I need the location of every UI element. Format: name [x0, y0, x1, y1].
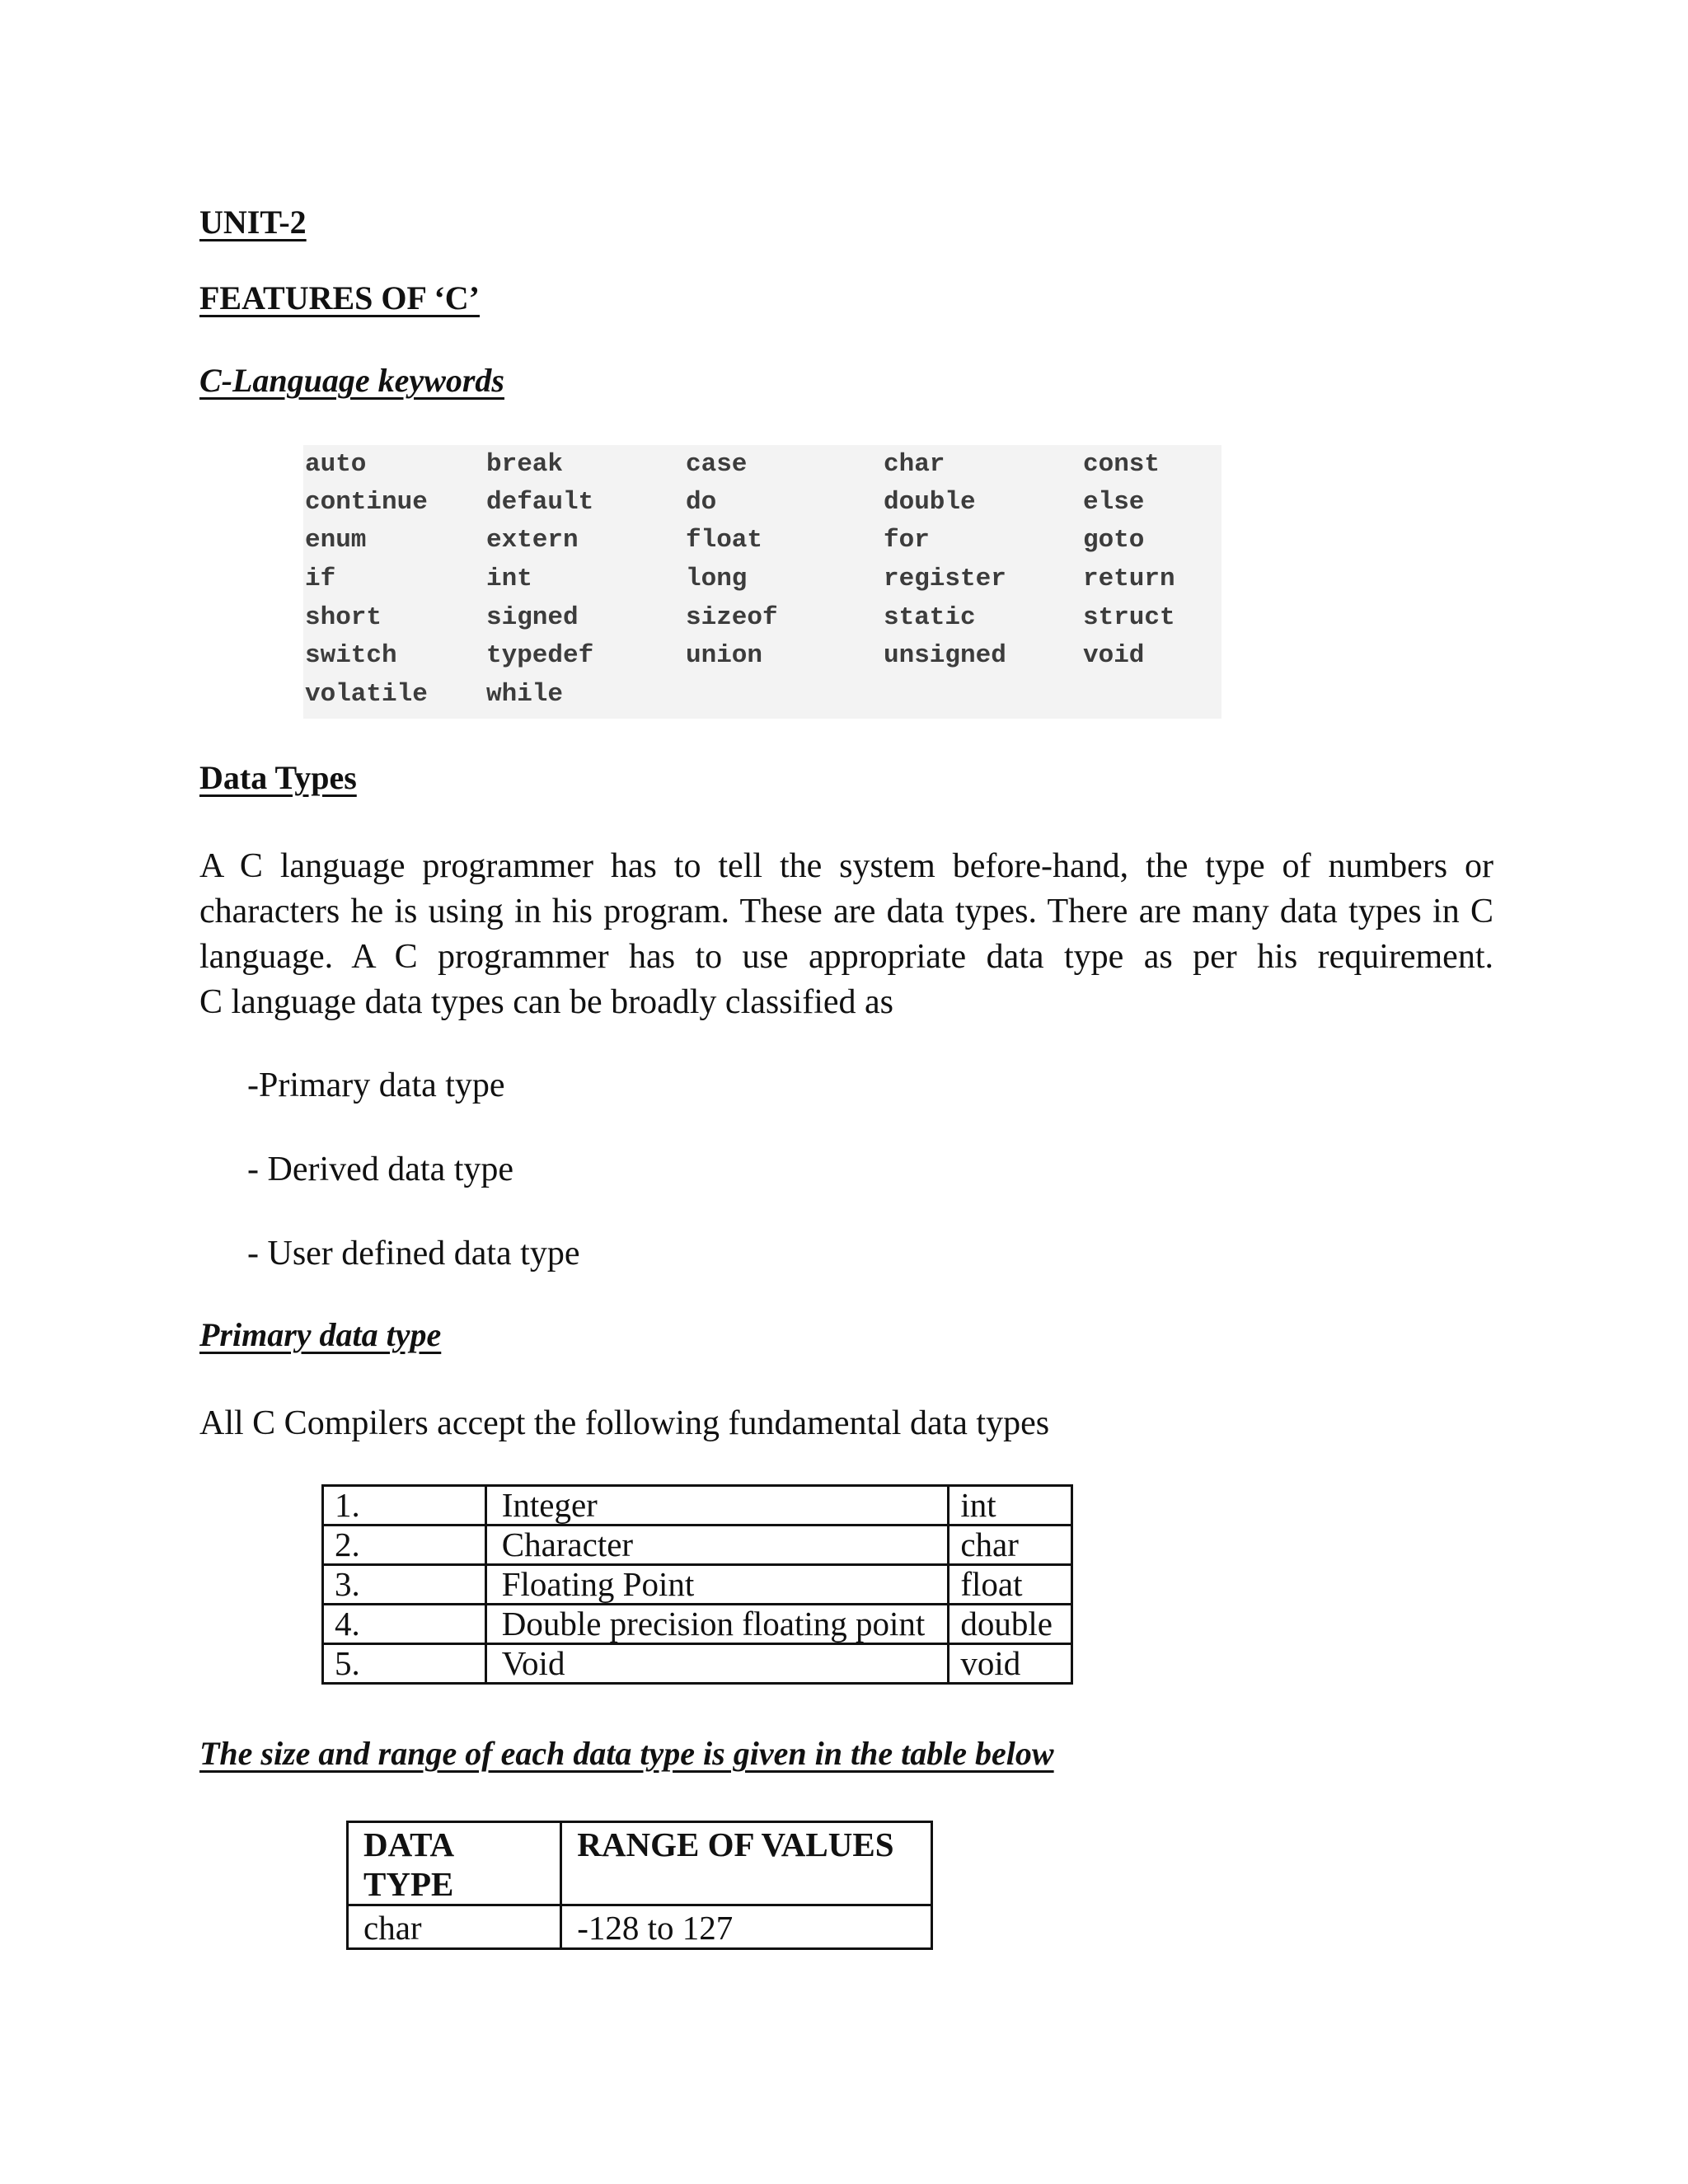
- keyword-unsigned: unsigned: [884, 641, 1006, 670]
- keyword-static: static: [884, 603, 976, 632]
- keyword-enum: enum: [305, 526, 367, 555]
- header-data-type: DATA TYPE: [348, 1822, 561, 1905]
- type-keyword-cell: char: [949, 1526, 1072, 1565]
- type-name-cell: Integer: [485, 1486, 949, 1526]
- classification-item-primary: -Primary data type: [247, 1066, 505, 1104]
- type-name-cell: Character: [485, 1526, 949, 1565]
- fundamental-types-table: [321, 1484, 1073, 1685]
- keyword-extern: extern: [486, 526, 579, 555]
- range-value-cell: -128 to 127: [561, 1905, 932, 1949]
- keyword-volatile: volatile: [305, 680, 428, 709]
- paragraph-line: language. A C programmer has to use appropriate data type as per his requirement.: [199, 938, 1493, 976]
- keyword-case: case: [686, 450, 748, 479]
- keyword-sizeof: sizeof: [686, 603, 778, 632]
- keyword-union: union: [686, 641, 763, 670]
- keyword-double: double: [884, 488, 976, 517]
- keyword-signed: signed: [486, 603, 579, 632]
- classification-item-derived: - Derived data type: [247, 1151, 514, 1188]
- range-table-header-row: [348, 1822, 932, 1905]
- table-row: [323, 1565, 1072, 1605]
- keyword-do: do: [686, 488, 717, 517]
- keyword-for: for: [884, 526, 930, 555]
- keyword-void: void: [1083, 641, 1145, 670]
- row-number-cell: 5.: [323, 1644, 486, 1684]
- keyword-switch: switch: [305, 641, 397, 670]
- range-type-cell: char: [348, 1905, 561, 1949]
- data-types-paragraph: [199, 844, 1493, 1025]
- keyword-while: while: [486, 680, 564, 709]
- row-number-cell: 2.: [323, 1526, 486, 1565]
- keyword-float: float: [686, 526, 763, 555]
- keyword-long: long: [686, 565, 748, 593]
- keyword-default: default: [486, 488, 594, 517]
- keyword-int: int: [486, 565, 532, 593]
- keyword-if: if: [305, 565, 336, 593]
- type-keyword-cell: int: [949, 1486, 1072, 1526]
- primary-data-type-heading: Primary data type: [199, 1316, 442, 1353]
- table-row: [323, 1644, 1072, 1684]
- row-number-cell: 3.: [323, 1565, 486, 1605]
- range-table-row: [348, 1905, 932, 1949]
- type-name-cell: Void: [485, 1644, 949, 1684]
- paragraph-line: C language data types can be broadly classified as: [199, 983, 894, 1021]
- keywords-heading: C-Language keywords: [199, 362, 504, 399]
- data-types-heading: Data Types: [199, 759, 357, 796]
- keyword-else: else: [1083, 488, 1145, 517]
- type-keyword-cell: float: [949, 1565, 1072, 1605]
- type-keyword-cell: void: [949, 1644, 1072, 1684]
- table-row: [323, 1605, 1072, 1644]
- header-range-of-values: RANGE OF VALUES: [561, 1822, 932, 1905]
- keyword-char: char: [884, 450, 945, 479]
- paragraph-line: A C language programmer has to tell the system before-hand, the type of numbers or: [199, 847, 1493, 885]
- table-row: [323, 1486, 1072, 1526]
- size-range-table: [346, 1821, 933, 1950]
- keywords-table: [303, 445, 1221, 719]
- paragraph-line: characters he is using in his program. These are data types. There are many data types in C: [199, 893, 1493, 930]
- table-row: [323, 1526, 1072, 1565]
- section-title: FEATURES OF ‘C’: [199, 279, 480, 316]
- keyword-short: short: [305, 603, 382, 632]
- keyword-auto: auto: [305, 450, 367, 479]
- size-range-heading: The size and range of each data type is given in the table below: [199, 1735, 1054, 1772]
- type-name-cell: Double precision floating point: [485, 1605, 949, 1644]
- primary-intro: All C Compilers accept the following fundamental data types: [199, 1404, 1050, 1442]
- classification-item-user-defined: - User defined data type: [247, 1235, 580, 1272]
- keyword-break: break: [486, 450, 564, 479]
- keyword-typedef: typedef: [486, 641, 594, 670]
- type-keyword-cell: double: [949, 1605, 1072, 1644]
- row-number-cell: 1.: [323, 1486, 486, 1526]
- unit-title: UNIT-2: [199, 204, 307, 241]
- keyword-const: const: [1083, 450, 1160, 479]
- type-name-cell: Floating Point: [485, 1565, 949, 1605]
- keyword-struct: struct: [1083, 603, 1175, 632]
- keyword-return: return: [1083, 565, 1175, 593]
- row-number-cell: 4.: [323, 1605, 486, 1644]
- keyword-goto: goto: [1083, 526, 1145, 555]
- keyword-continue: continue: [305, 488, 428, 517]
- keyword-register: register: [884, 565, 1006, 593]
